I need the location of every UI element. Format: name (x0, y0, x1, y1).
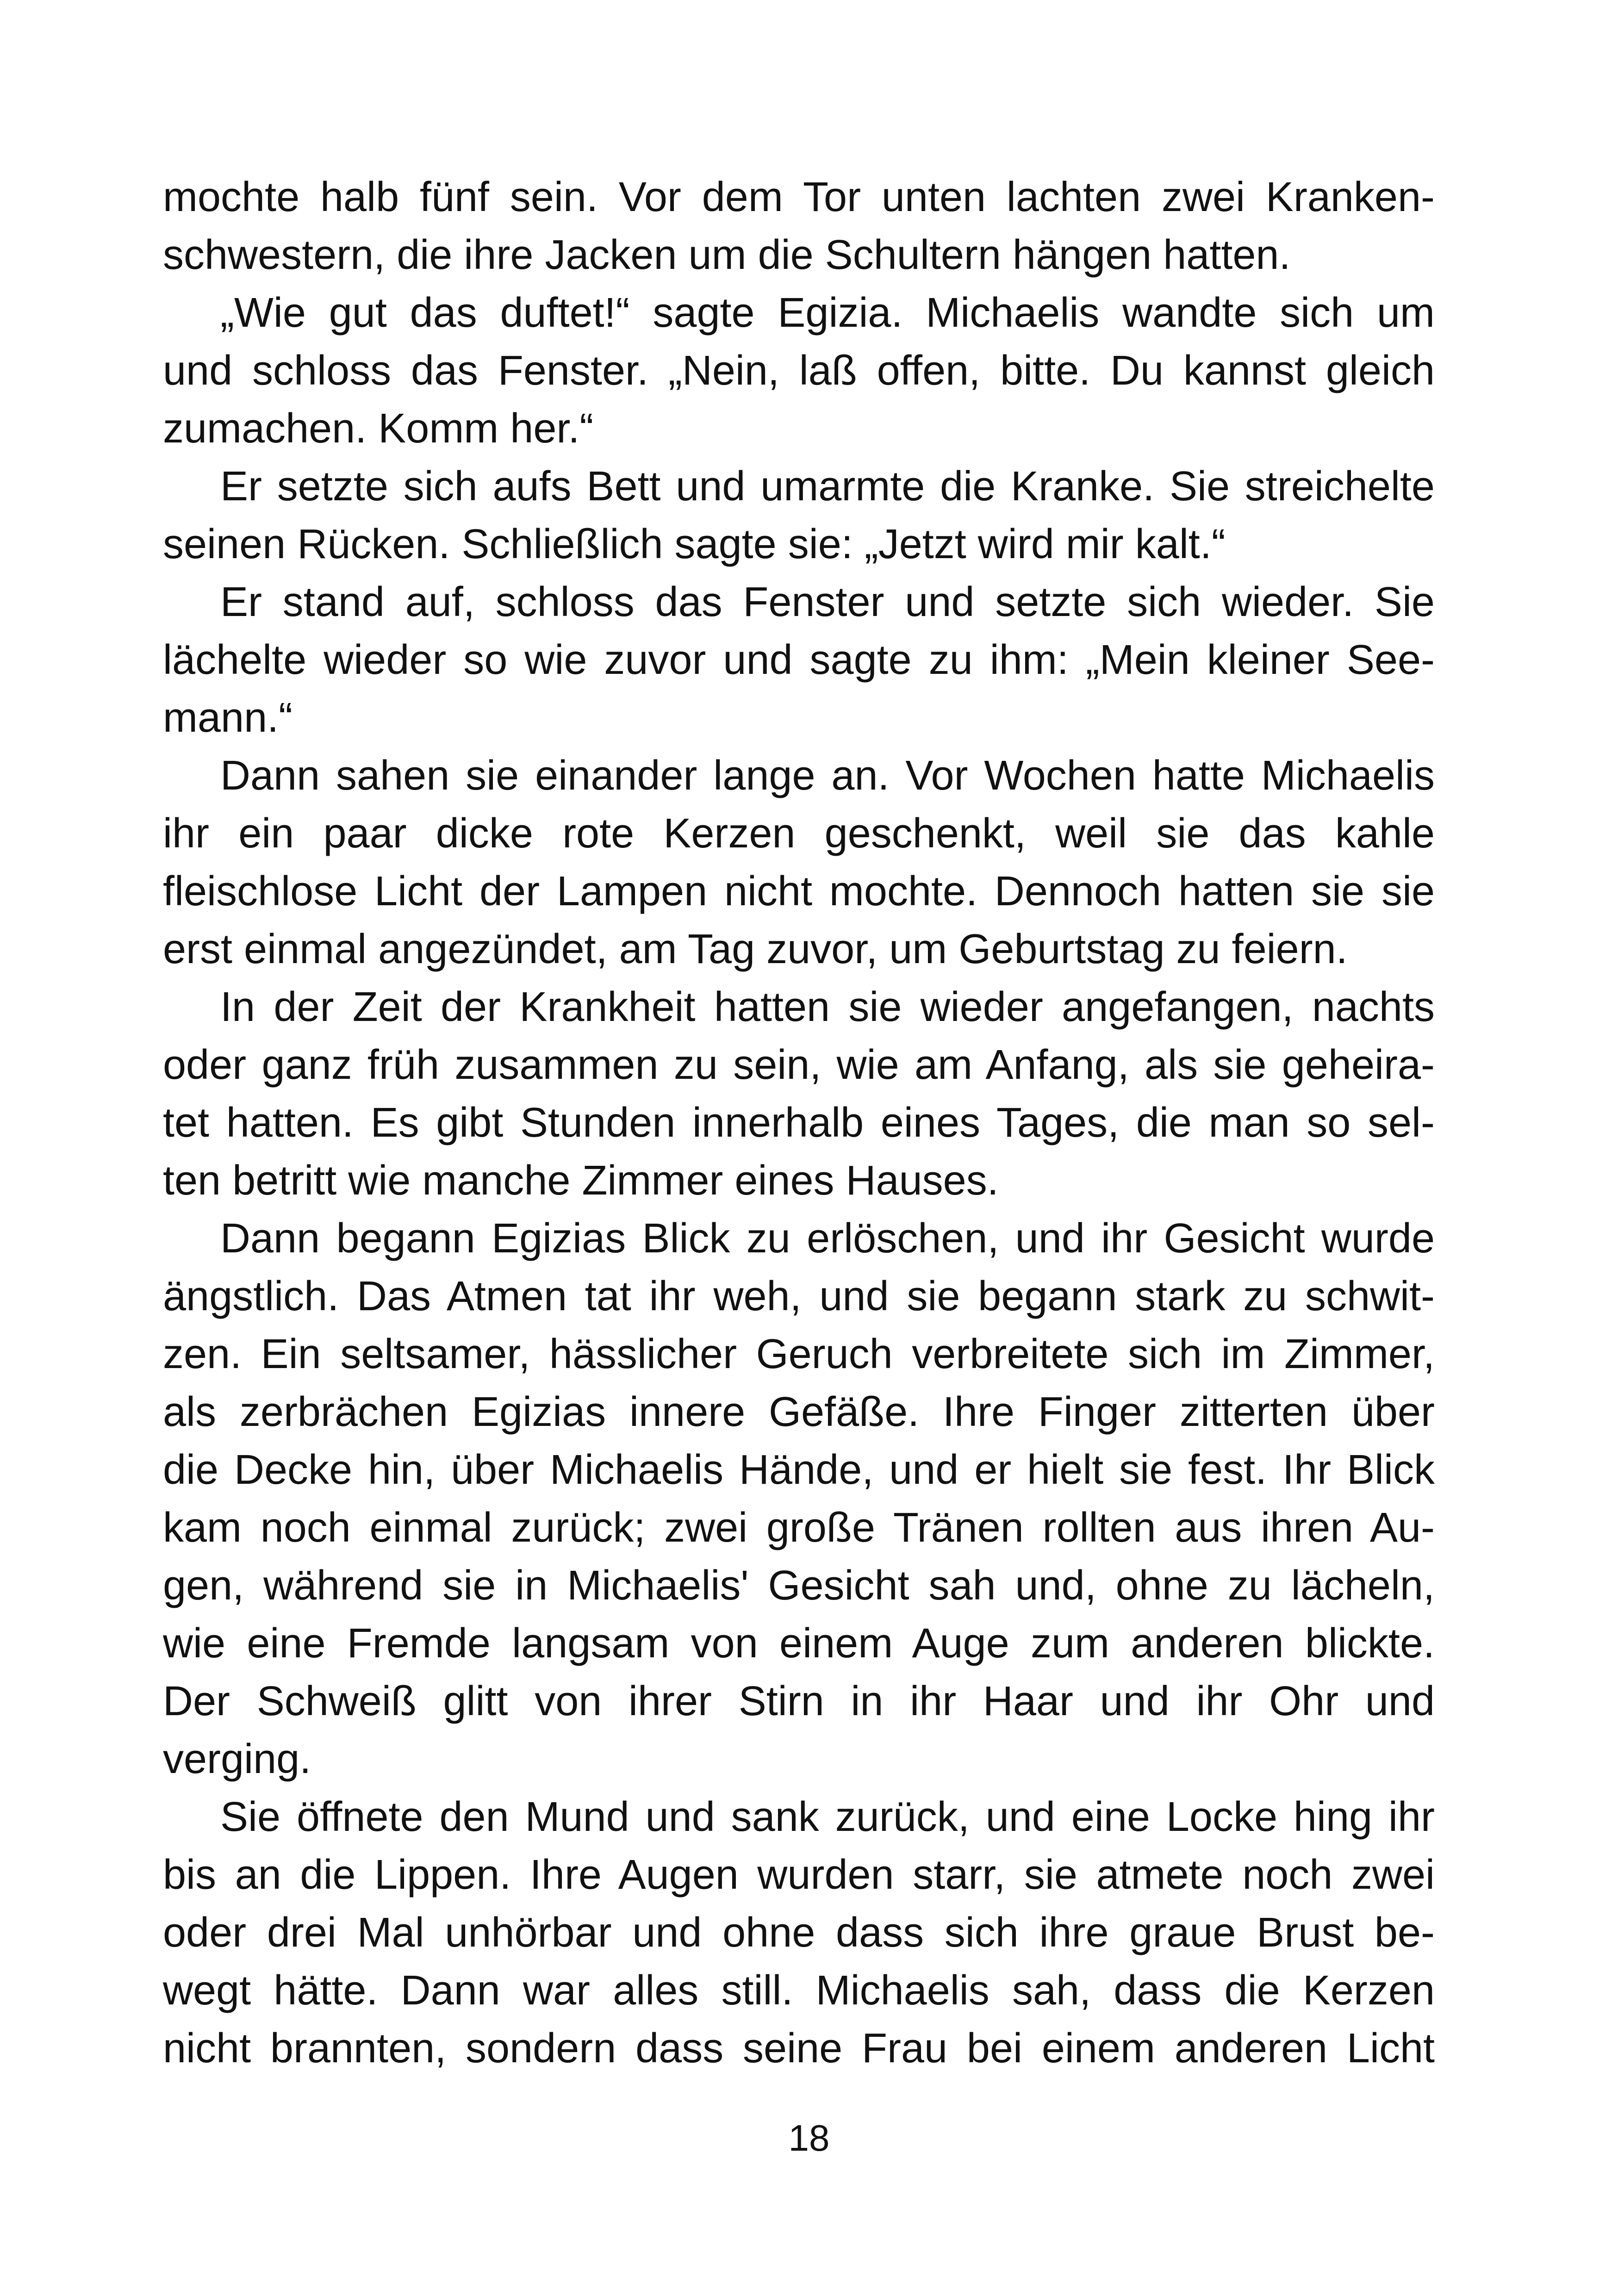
text-line: ängstlich. Das Atmen tat ihr weh, und sie begann stark zu schwit- (163, 1273, 1435, 1319)
text-line: wie eine Fremde langsam von einem Auge zum anderen blickte. (163, 1620, 1435, 1667)
text-line: zen. Ein seltsamer, hässlicher Geruch verbreitete sich im Zimmer, (163, 1331, 1435, 1377)
paragraph (163, 458, 1435, 573)
text-line: erst einmal angezündet, am Tag zuvor, um Geburtstag zu feiern. (163, 926, 1348, 972)
text-line: Er setzte sich aufs Bett und umarmte die Kranke. Sie streichelte (220, 463, 1435, 510)
text-line: mann.“ (163, 695, 293, 741)
text-line: schwestern, die ihre Jacken um die Schultern hängen hatten. (163, 232, 1291, 278)
text-line: Er stand auf, schloss das Fenster und setzte sich wieder. Sie (220, 579, 1435, 625)
paragraph (163, 1788, 1435, 2078)
paragraph (163, 573, 1435, 747)
text-line: Der Schweiß glitt von ihrer Stirn in ihr Haar und ihr Ohr und (163, 1678, 1435, 1724)
text-line: ihr ein paar dicke rote Kerzen geschenkt, weil sie das kahle (163, 810, 1435, 857)
text-line: Dann begann Egizias Blick zu erlöschen, und ihr Gesicht wurde (220, 1215, 1435, 1262)
text-line: Sie öffnete den Mund und sank zurück, und eine Locke hing ihr (220, 1794, 1435, 1840)
text-line: oder ganz früh zusammen zu sein, wie am Anfang, als sie geheira- (163, 1042, 1435, 1088)
text-line: tet hatten. Es gibt Stunden innerhalb eines Tages, die man so sel- (163, 1100, 1435, 1146)
text-line: und schloss das Fenster. „Nein, laß offen, bitte. Du kannst gleich (163, 348, 1435, 394)
paragraph (163, 284, 1435, 458)
text-line: Dann sahen sie einander lange an. Vor Wochen hatte Michaelis (220, 753, 1435, 799)
text-line: wegt hätte. Dann war alles still. Michaelis sah, dass die Kerzen (163, 1967, 1435, 2014)
text-line: fleischlose Licht der Lampen nicht mochte. Dennoch hatten sie sie (163, 868, 1435, 915)
paragraph (163, 747, 1435, 978)
body-text (163, 168, 1435, 2078)
paragraph (163, 168, 1435, 284)
text-line: oder drei Mal unhörbar und ohne dass sich ihre graue Brust be- (163, 1910, 1435, 1956)
text-line: lächelte wieder so wie zuvor und sagte zu ihm: „Mein kleiner See- (163, 637, 1435, 683)
text-line: ten betritt wie manche Zimmer eines Hauses. (163, 1157, 999, 1204)
text-line: zumachen. Komm her.“ (163, 405, 594, 452)
text-line: verging. (163, 1736, 311, 1782)
paragraph (163, 978, 1435, 1210)
paragraph (163, 1210, 1435, 1788)
text-line: gen, während sie in Michaelis' Gesicht sah und, ohne zu lächeln, (163, 1562, 1435, 1609)
text-line: In der Zeit der Krankheit hatten sie wieder angefangen, nachts (220, 984, 1435, 1030)
text-line: kam noch einmal zurück; zwei große Tränen rollten aus ihren Au- (163, 1505, 1435, 1551)
text-line: nicht brannten, sondern dass seine Frau bei einem anderen Licht (163, 2025, 1435, 2072)
text-line: „Wie gut das duftet!“ sagte Egizia. Michaelis wandte sich um (220, 290, 1435, 336)
text-line: mochte halb fünf sein. Vor dem Tor unten lachten zwei Kranken- (163, 174, 1435, 220)
text-line: seinen Rücken. Schließlich sagte sie: „Jetzt wird mir kalt.“ (163, 521, 1226, 567)
text-line: bis an die Lippen. Ihre Augen wurden starr, sie atmete noch zwei (163, 1852, 1435, 1898)
page-number: 18 (788, 2117, 830, 2159)
text-line: die Decke hin, über Michaelis Hände, und er hielt sie fest. Ihr Blick (163, 1447, 1435, 1493)
text-line: als zerbrächen Egizias innere Gefäße. Ihre Finger zitterten über (163, 1389, 1435, 1435)
